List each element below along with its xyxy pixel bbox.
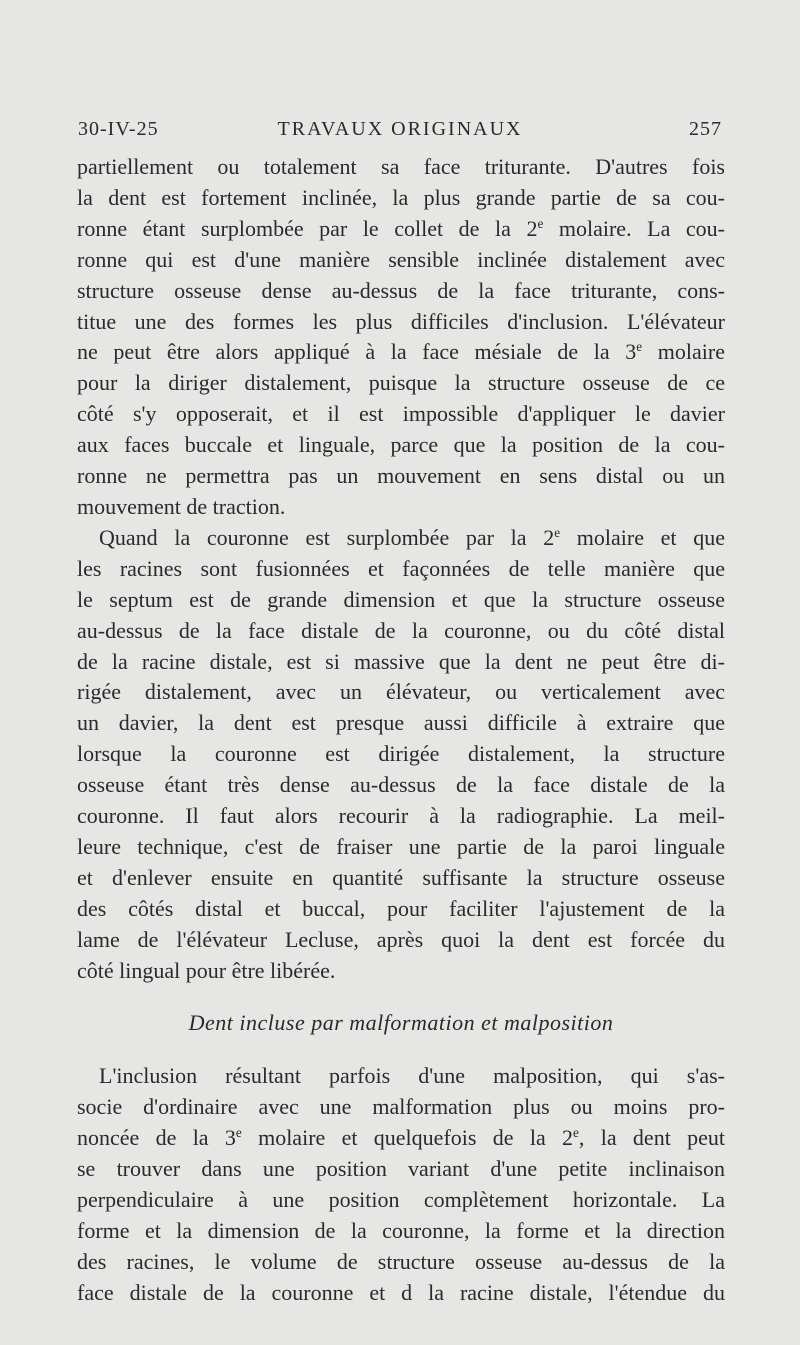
text-line: socie d'ordinaire avec une malformation plus ou moins pro- [77,1094,725,1120]
text-line: des racines, le volume de structure osseuse au-dessus de la [77,1248,725,1274]
section-heading: Dent incluse par malformation et malposition [188,1010,614,1036]
text-line: noncée de la 3e molaire et quelquefois de la 2e, la dent peut [77,1125,725,1151]
text-line: lame de l'élévateur Lecluse, après quoi la dent est forcée du [77,926,725,952]
paragraph-1 [77,152,725,523]
text-line: titue une des formes les plus difficiles d'inclusion. L'élévateur [77,308,725,334]
paragraph-2 [77,523,725,987]
text-line: des côtés distal et buccal, pour faciliter l'ajustement de la [77,895,725,921]
text-line: ronne ne permettra pas un mouvement en sens distal ou un [77,463,725,489]
text-line: pour la diriger distalement, puisque la structure osseuse de ce [77,370,725,396]
text-line: ronne qui est d'une manière sensible inclinée distalement avec [77,246,725,272]
text-line: rigée distalement, avec un élévateur, ou verticalement avec [77,679,725,705]
header-date: 30-IV-25 [78,118,159,140]
text-line: partiellement ou totalement sa face triturante. D'autres fois [77,154,725,179]
text-line: forme et la dimension de la couronne, la forme et la direction [77,1217,725,1243]
text-line: structure osseuse dense au-dessus de la face triturante, cons- [77,277,725,303]
ordinal-superscript: e [573,1125,579,1141]
ordinal-superscript: e [537,215,544,231]
text-line: la dent est fortement inclinée, la plus grande partie de sa cou- [77,184,725,210]
text-line: ne peut être alors appliqué à la face mésiale de la 3e molaire [77,339,725,365]
body-text [77,152,725,1309]
text-line: couronne. Il faut alors recourir à la radiographie. La meil- [77,803,725,829]
page-number: 257 [689,118,722,140]
text-line: au-dessus de la face distale de la couronne, ou du côté distal [77,617,725,643]
text-line: se trouver dans une position variant d'une petite inclinaison [77,1156,725,1182]
paragraph-3 [77,1061,725,1308]
text-line: leure technique, c'est de fraiser une partie de la paroi linguale [77,833,725,859]
text-line: mouvement de traction. [77,493,286,519]
text-line: aux faces buccale et linguale, parce que la position de la cou- [77,432,725,458]
text-line: perpendiculaire à une position complètement horizontale. La [77,1187,725,1212]
ordinal-superscript: e [235,1125,242,1141]
text-line: ronne étant surplombée par le collet de la 2e molaire. La cou- [77,215,725,241]
ordinal-superscript: e [554,524,561,540]
text-line: les racines sont fusionnées et façonnées de telle manière que [77,555,725,581]
text-line: le septum est de grande dimension et que la structure osseuse [77,586,725,612]
text-line: L'inclusion résultant parfois d'une malposition, qui s'as- [99,1063,725,1089]
text-line: Quand la couronne est surplombée par la 2e molaire et que [99,524,725,550]
text-line: lorsque la couronne est dirigée distalement, la structure [77,741,725,767]
ordinal-superscript: e [636,339,643,355]
text-line: côté s'y opposerait, et il est impossible d'appliquer le davier [77,401,725,427]
text-line: de la racine distale, est si massive que la dent ne peut être di- [77,648,725,674]
text-line: et d'enlever ensuite en quantité suffisante la structure osseuse [77,864,725,890]
text-line: osseuse étant très dense au-dessus de la face distale de la [77,772,725,798]
running-header [78,118,722,148]
text-line: face distale de la couronne et d la racine distale, l'étendue du [77,1279,725,1305]
header-title: TRAVAUX ORIGINAUX [277,118,523,140]
text-line: un davier, la dent est presque aussi difficile à extraire que [77,710,725,736]
text-line: côté lingual pour être libérée. [77,957,336,983]
